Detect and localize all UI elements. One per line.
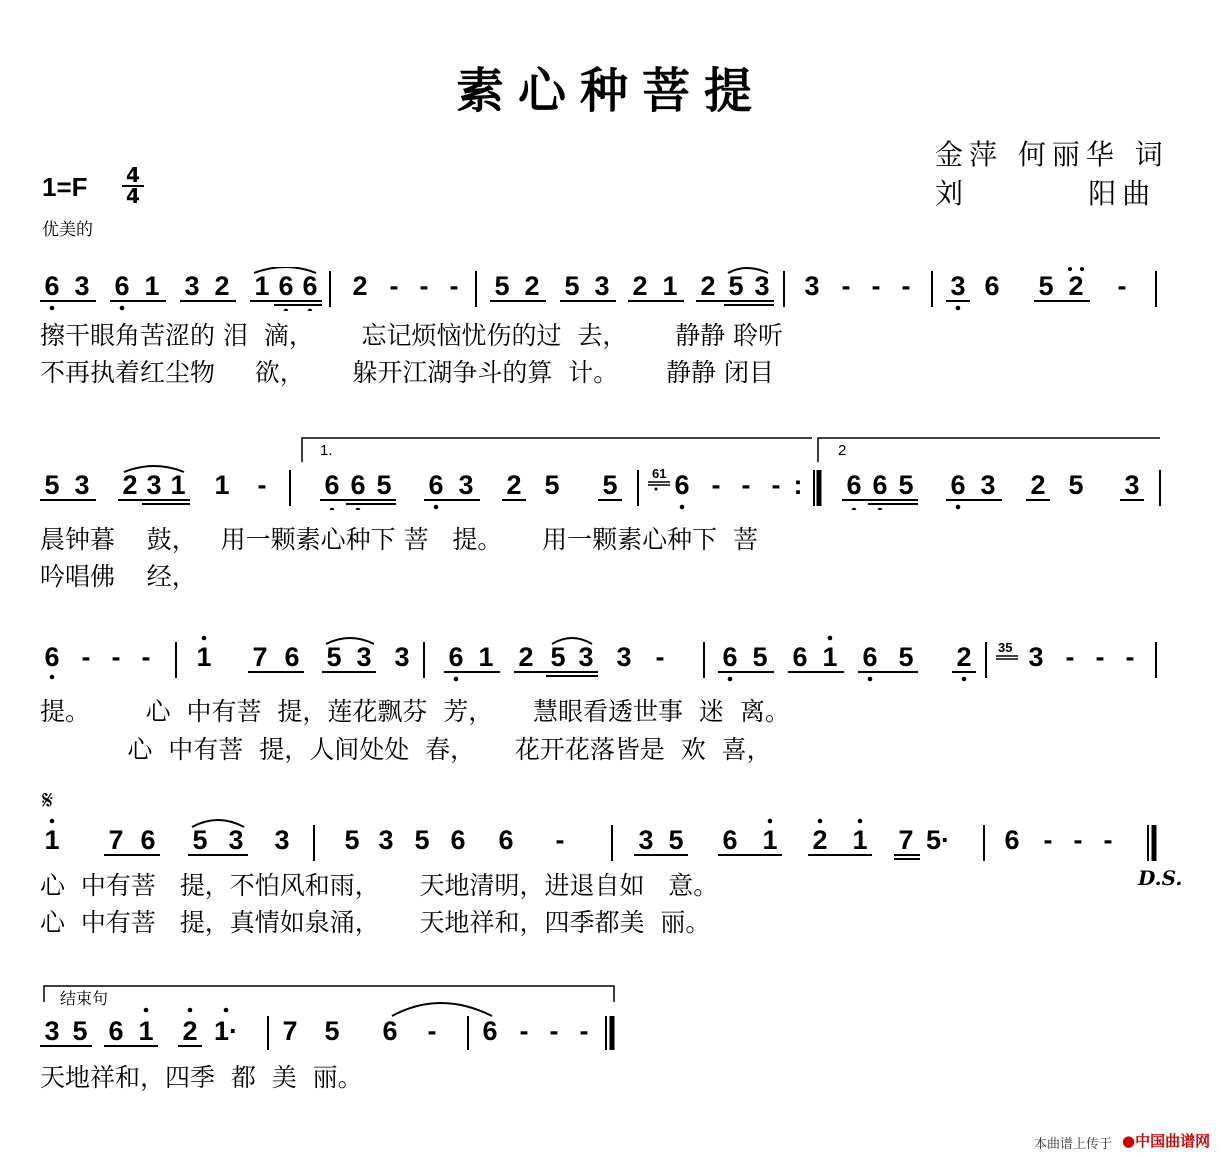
svg-text:1: 1 bbox=[762, 825, 778, 855]
volta-2-label: 2 bbox=[838, 442, 847, 459]
svg-text:-: - bbox=[519, 1016, 529, 1046]
time-signature bbox=[122, 163, 144, 208]
svg-text:3: 3 bbox=[356, 642, 372, 672]
song-title: 素心种菩提 bbox=[455, 63, 766, 119]
svg-text:5: 5 bbox=[344, 825, 360, 855]
svg-text:-: - bbox=[901, 271, 911, 301]
svg-text:7: 7 bbox=[108, 825, 124, 855]
svg-text:3: 3 bbox=[74, 470, 90, 500]
row-4-marks bbox=[40, 785, 1200, 865]
notation-row-3 bbox=[40, 632, 1180, 682]
lyric-row-2-verse-2: 吟唱佛 经， bbox=[40, 562, 197, 591]
svg-text:5: 5 bbox=[192, 825, 208, 855]
svg-text:6: 6 bbox=[950, 470, 966, 500]
lyric-row-5: 天地祥和，四季 都 美 丽。 bbox=[40, 1063, 363, 1092]
svg-text:-: - bbox=[389, 271, 399, 301]
svg-text:2: 2 bbox=[122, 470, 138, 500]
svg-text:3: 3 bbox=[1028, 642, 1044, 672]
notation-row-4 bbox=[40, 785, 1200, 865]
grace-note-61: 61 bbox=[652, 466, 667, 481]
svg-text:-: - bbox=[1073, 825, 1083, 855]
svg-text:2: 2 bbox=[506, 470, 522, 500]
site-name: 中国曲谱网 bbox=[1135, 1132, 1211, 1150]
svg-text:6: 6 bbox=[302, 271, 318, 301]
lyric-row-1-verse-1: 擦干眼角苦涩的 泪 滴， 忘记烦恼忧伤的过 去， 静静 聆听 bbox=[40, 321, 784, 350]
notation-row-2 bbox=[40, 430, 1180, 510]
svg-text:3: 3 bbox=[950, 271, 966, 301]
svg-text:5: 5 bbox=[72, 1016, 88, 1046]
svg-text:2: 2 bbox=[956, 642, 972, 672]
svg-text:6: 6 bbox=[382, 1016, 398, 1046]
time-signature-top: 4 bbox=[126, 163, 140, 187]
svg-text:1: 1 bbox=[254, 271, 270, 301]
svg-text:6: 6 bbox=[324, 470, 340, 500]
notation-row-5 bbox=[40, 984, 640, 1054]
svg-text:5: 5 bbox=[898, 470, 914, 500]
svg-text:-: - bbox=[257, 470, 267, 500]
svg-text:6: 6 bbox=[448, 642, 464, 672]
svg-text:6: 6 bbox=[284, 642, 300, 672]
svg-text:-: - bbox=[741, 470, 751, 500]
ending-label: 结束句 bbox=[60, 989, 109, 1008]
svg-text:5: 5 bbox=[326, 642, 342, 672]
svg-text:-: - bbox=[419, 271, 429, 301]
svg-text:1: 1 bbox=[144, 271, 160, 301]
svg-text:-: - bbox=[141, 642, 151, 672]
svg-text:3: 3 bbox=[638, 825, 654, 855]
svg-text:3: 3 bbox=[594, 271, 610, 301]
svg-text:3: 3 bbox=[74, 271, 90, 301]
svg-text:2: 2 bbox=[1068, 271, 1084, 301]
svg-text:3: 3 bbox=[394, 642, 410, 672]
svg-text:3: 3 bbox=[616, 642, 632, 672]
svg-text:3: 3 bbox=[980, 470, 996, 500]
tempo-marking: 优美的 bbox=[42, 220, 93, 240]
lyric-row-3-verse-2: 心 中有菩 提，人间处处 春， 花开花落皆是 欢 喜， bbox=[40, 735, 772, 764]
svg-text:-: - bbox=[1103, 825, 1113, 855]
time-signature-bottom: 4 bbox=[122, 185, 144, 206]
svg-text:3: 3 bbox=[1124, 470, 1140, 500]
svg-text:6: 6 bbox=[498, 825, 514, 855]
svg-text:6: 6 bbox=[1004, 825, 1020, 855]
svg-text:-: - bbox=[841, 271, 851, 301]
svg-text:-: - bbox=[81, 642, 91, 672]
svg-text:6: 6 bbox=[872, 470, 888, 500]
svg-text:1: 1 bbox=[44, 825, 60, 855]
svg-text:5: 5 bbox=[1038, 271, 1054, 301]
svg-text:6: 6 bbox=[44, 271, 60, 301]
svg-text:3: 3 bbox=[578, 642, 594, 672]
svg-text:1: 1 bbox=[662, 271, 678, 301]
svg-text:5: 5 bbox=[898, 642, 914, 672]
svg-text:2: 2 bbox=[518, 642, 534, 672]
lyric-row-2-verse-1: 晨钟暮 鼓， 用一颗素心种下 菩 提。 用一颗素心种下 菩 bbox=[40, 525, 759, 554]
svg-text:6: 6 bbox=[140, 825, 156, 855]
svg-text:3: 3 bbox=[146, 470, 162, 500]
key-signature: 1=F bbox=[42, 172, 88, 202]
svg-text:2: 2 bbox=[632, 271, 648, 301]
svg-text:5·: 5· bbox=[925, 825, 951, 855]
svg-text:6: 6 bbox=[862, 642, 878, 672]
row-3-marks bbox=[40, 632, 1180, 682]
svg-text:-: - bbox=[1117, 271, 1127, 301]
svg-text:6: 6 bbox=[792, 642, 808, 672]
row-2-marks bbox=[40, 430, 1180, 510]
svg-text:2: 2 bbox=[1030, 470, 1046, 500]
svg-text:6: 6 bbox=[278, 271, 294, 301]
svg-text:-: - bbox=[555, 825, 565, 855]
svg-text:2: 2 bbox=[812, 825, 828, 855]
row-1-marks bbox=[40, 267, 1180, 311]
svg-text:5: 5 bbox=[752, 642, 768, 672]
lyric-row-1-verse-2: 不再执着红尘物 欲， 躲开江湖争斗的算 计。 静静 闭目 bbox=[40, 358, 774, 387]
svg-text:2: 2 bbox=[182, 1016, 198, 1046]
svg-text:-: - bbox=[711, 470, 721, 500]
svg-text:6: 6 bbox=[450, 825, 466, 855]
svg-text:6: 6 bbox=[428, 470, 444, 500]
lyric-row-4-verse-1: 心 中有菩 提，不怕风和雨， 天地清明，进退自如 意。 bbox=[40, 871, 719, 900]
segno-sign: 𝄋 bbox=[42, 786, 54, 816]
svg-text:3: 3 bbox=[228, 825, 244, 855]
svg-text:1: 1 bbox=[170, 470, 186, 500]
svg-text:3: 3 bbox=[184, 271, 200, 301]
svg-text:6: 6 bbox=[722, 642, 738, 672]
svg-text:3: 3 bbox=[378, 825, 394, 855]
svg-text:6: 6 bbox=[108, 1016, 124, 1046]
svg-text:1: 1 bbox=[822, 642, 838, 672]
svg-text:6: 6 bbox=[350, 470, 366, 500]
svg-text:-: - bbox=[449, 271, 459, 301]
svg-text:5: 5 bbox=[324, 1016, 340, 1046]
svg-text:6: 6 bbox=[846, 470, 862, 500]
svg-text:-: - bbox=[579, 1016, 589, 1046]
site-logo bbox=[1122, 1130, 1210, 1151]
svg-text:-: - bbox=[771, 470, 781, 500]
svg-text:6: 6 bbox=[722, 825, 738, 855]
svg-text:2: 2 bbox=[352, 271, 368, 301]
svg-text:5: 5 bbox=[414, 825, 430, 855]
svg-text:7: 7 bbox=[252, 642, 268, 672]
svg-text:2: 2 bbox=[214, 271, 230, 301]
svg-text:-: - bbox=[1043, 825, 1053, 855]
svg-text:-: - bbox=[111, 642, 121, 672]
notation-row-1 bbox=[40, 267, 1180, 311]
footer-text: 本曲谱上传于 bbox=[1034, 1137, 1113, 1152]
svg-text:-: - bbox=[1125, 642, 1135, 672]
svg-text:1: 1 bbox=[196, 642, 212, 672]
svg-text:5: 5 bbox=[550, 642, 566, 672]
svg-text:1: 1 bbox=[478, 642, 494, 672]
row-5-marks bbox=[40, 984, 640, 1054]
svg-text:7: 7 bbox=[282, 1016, 298, 1046]
svg-text:3: 3 bbox=[458, 470, 474, 500]
svg-text:-: - bbox=[655, 642, 665, 672]
grace-note-35: 35 bbox=[998, 640, 1013, 655]
svg-text:1: 1 bbox=[138, 1016, 154, 1046]
svg-text:6: 6 bbox=[114, 271, 130, 301]
svg-text:5: 5 bbox=[376, 470, 392, 500]
svg-text:5: 5 bbox=[668, 825, 684, 855]
svg-text:3: 3 bbox=[754, 271, 770, 301]
svg-text:5: 5 bbox=[1068, 470, 1084, 500]
svg-text:5: 5 bbox=[44, 470, 60, 500]
svg-text:1: 1 bbox=[214, 470, 230, 500]
svg-text:6: 6 bbox=[984, 271, 1000, 301]
svg-text:6: 6 bbox=[674, 470, 690, 500]
svg-text:2: 2 bbox=[524, 271, 540, 301]
svg-text:5: 5 bbox=[564, 271, 580, 301]
svg-text:5: 5 bbox=[494, 271, 510, 301]
volta-1-label: 1. bbox=[320, 442, 333, 459]
svg-text:1: 1 bbox=[852, 825, 868, 855]
svg-text:5: 5 bbox=[544, 470, 560, 500]
svg-text:6: 6 bbox=[482, 1016, 498, 1046]
svg-text:7: 7 bbox=[898, 825, 914, 855]
lyric-row-4-verse-2: 心 中有菩 提，真情如泉涌， 天地祥和，四季都美 丽。 bbox=[40, 908, 711, 937]
svg-text:3: 3 bbox=[274, 825, 290, 855]
svg-text:-: - bbox=[549, 1016, 559, 1046]
svg-text:1·: 1· bbox=[213, 1016, 239, 1046]
svg-text:-: - bbox=[427, 1016, 437, 1046]
dal-segno-marking: D.S. bbox=[1138, 866, 1183, 890]
lyricist-credit: 金萍 何丽华 词 bbox=[935, 138, 1169, 171]
lyric-row-3-verse-1: 提。 心 中有菩 提，莲花飘芬 芳， 慧眼看透世事 迷 离。 bbox=[40, 697, 790, 726]
svg-text:5: 5 bbox=[602, 470, 618, 500]
svg-text:-: - bbox=[871, 271, 881, 301]
svg-text:6: 6 bbox=[44, 642, 60, 672]
svg-text:5: 5 bbox=[728, 271, 744, 301]
svg-text:3: 3 bbox=[44, 1016, 60, 1046]
svg-text::: : bbox=[793, 470, 803, 500]
composer-credit: 刘 阳曲 bbox=[935, 177, 1157, 210]
svg-text:-: - bbox=[1095, 642, 1105, 672]
logo-icon: ● bbox=[1122, 1132, 1136, 1150]
svg-text:-: - bbox=[1065, 642, 1075, 672]
svg-text:3: 3 bbox=[804, 271, 820, 301]
svg-text:2: 2 bbox=[700, 271, 716, 301]
